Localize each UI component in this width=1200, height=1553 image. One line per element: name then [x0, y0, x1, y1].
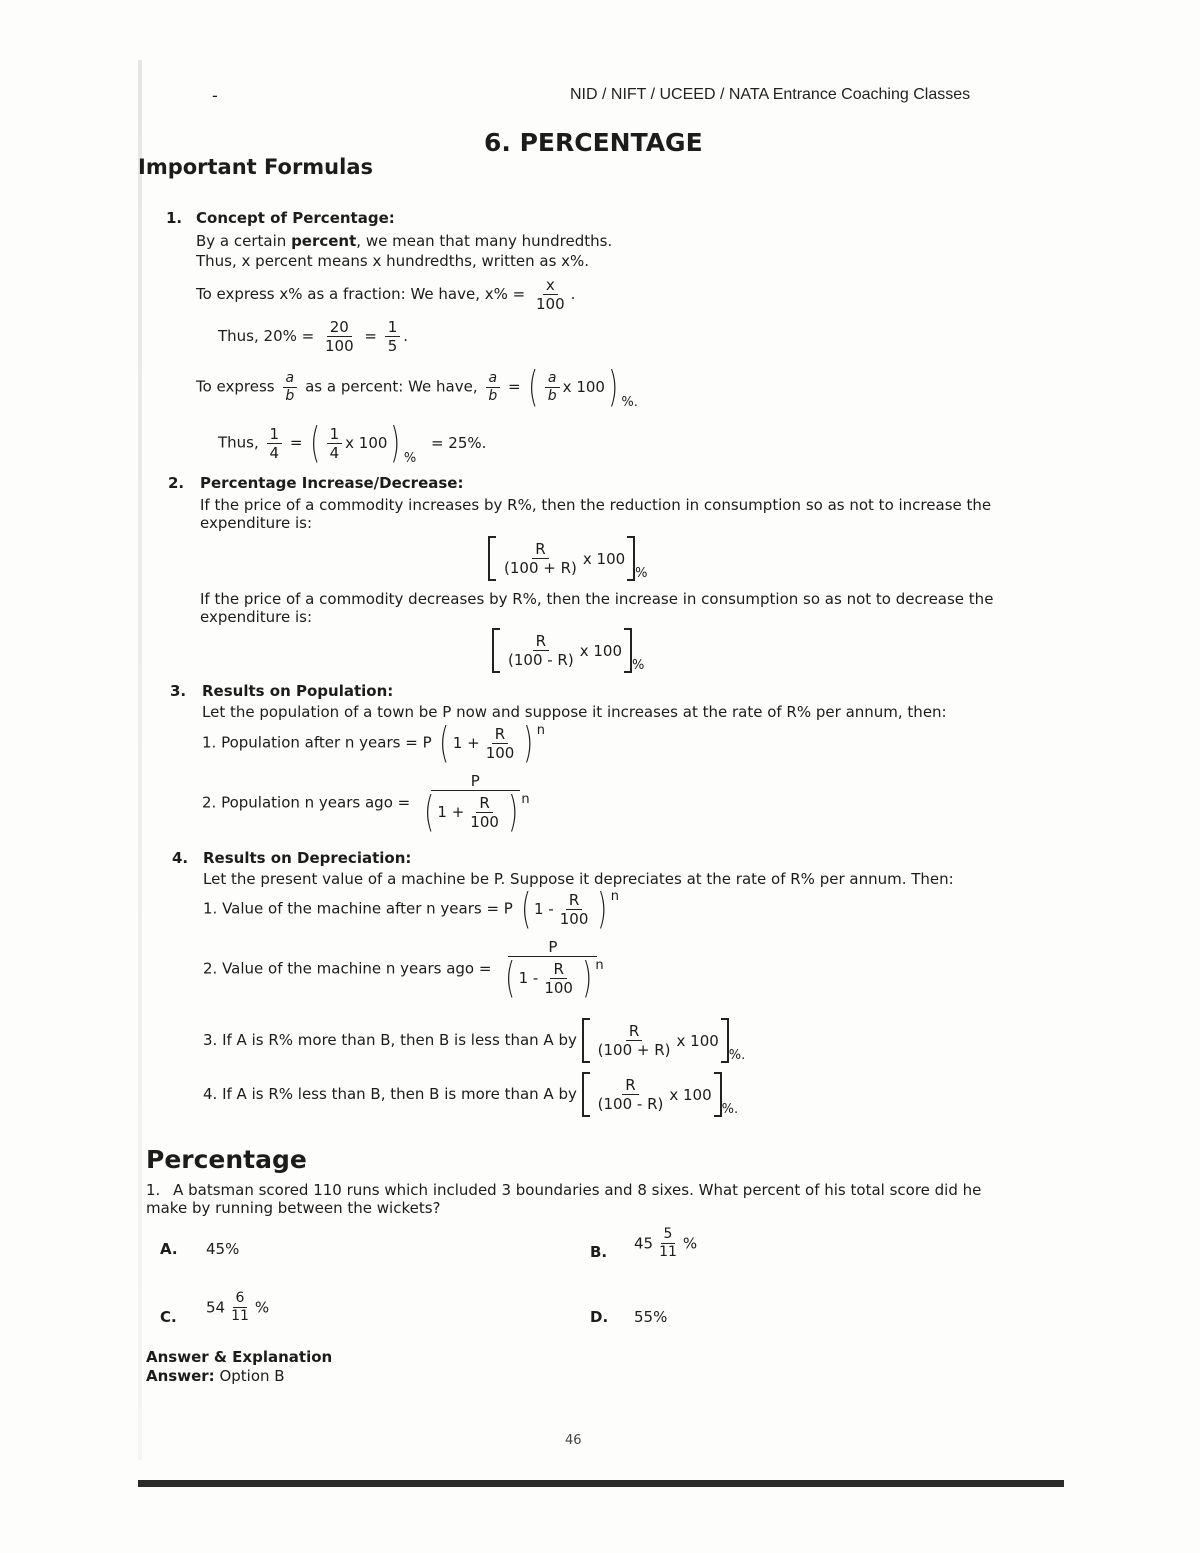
- bracket-group: [582, 1018, 729, 1063]
- exponent: n: [521, 791, 530, 807]
- fraction: [418, 772, 533, 836]
- text: 1 -: [518, 969, 539, 987]
- left-paren: (: [439, 718, 450, 767]
- parenthesis-group: [518, 884, 611, 933]
- numerator: 1: [385, 318, 401, 337]
- fraction: [541, 960, 576, 997]
- text: To express: [196, 377, 275, 396]
- depreciation-item4: [203, 1072, 738, 1117]
- fraction: [467, 794, 502, 831]
- item-number: 1.: [166, 209, 183, 227]
- numerator: P: [508, 938, 597, 957]
- increase-formula: [488, 536, 648, 581]
- text: x 100: [676, 1031, 719, 1050]
- fraction: [485, 370, 500, 405]
- percent-sign: %: [254, 1298, 270, 1317]
- question-line1: [146, 1181, 981, 1199]
- percent-sign: %: [635, 566, 648, 581]
- bracket-group: [582, 1072, 722, 1117]
- answer-value: Option B: [219, 1367, 285, 1385]
- fraction: [267, 425, 283, 462]
- right-paren: ): [508, 787, 519, 836]
- answer-label: Answer:: [146, 1367, 215, 1385]
- parenthesis-group: [502, 953, 595, 1002]
- concept-title: Concept of Percentage:: [196, 209, 395, 227]
- depreciation-item1: [203, 884, 620, 933]
- percent-sign: %: [403, 450, 417, 466]
- text: 1 -: [534, 900, 554, 918]
- page-header: NID / NIFT / UCEED / NATA Entrance Coaching Classes: [570, 86, 971, 103]
- concept-line2: Thus, x percent means x hundredths, written as x%.: [196, 252, 590, 270]
- numerator: x: [543, 276, 558, 295]
- numerator: P: [431, 772, 520, 791]
- fraction: [505, 632, 577, 669]
- denominator: 11: [659, 1243, 677, 1260]
- bottom-rule: [138, 1480, 1064, 1487]
- fraction: [322, 318, 357, 355]
- denominator: (100 + R): [597, 1041, 671, 1059]
- left-paren: (: [528, 362, 539, 411]
- denominator: 100: [325, 337, 354, 355]
- example1-row: Thus, 20% = $\frac{20}{100}$ = $\frac{1}{5}$ .: [218, 318, 409, 355]
- right-paren: ): [523, 718, 534, 767]
- population-intro: Let the population of a town be P now and suppose it increases at the rate of R% per annum, then:: [202, 703, 947, 721]
- fraction: [595, 1022, 674, 1059]
- numerator: R: [532, 540, 548, 559]
- text: Thus, 20% =: [218, 327, 315, 345]
- fraction: [656, 1226, 680, 1261]
- text: x 100: [345, 434, 388, 452]
- option-value-c[interactable]: [206, 1290, 269, 1325]
- depreciation-intro: Let the present value of a machine be P. Suppose it depreciates at the rate of R% per annum. Then:: [203, 870, 954, 888]
- whole-number: 54: [206, 1298, 226, 1317]
- denominator: [418, 787, 533, 836]
- numerator: 6: [233, 1290, 248, 1308]
- text: x 100: [582, 549, 626, 568]
- numerator: 1: [327, 425, 343, 444]
- question-section-heading: Percentage: [146, 1145, 307, 1174]
- option-value-b[interactable]: [634, 1226, 697, 1261]
- text: 4. If A is R% less than B, then B is more than A by: [203, 1085, 577, 1103]
- option-letter-d: D.: [590, 1308, 609, 1326]
- page-number: 46: [565, 1433, 582, 1448]
- header-dash: -: [212, 86, 218, 105]
- left-paren: (: [310, 418, 321, 467]
- increase-decrease-title: Percentage Increase/Decrease:: [200, 474, 464, 492]
- text: 1 +: [437, 803, 465, 821]
- right-paren: ): [597, 884, 608, 933]
- denominator: b: [488, 387, 498, 404]
- concept-line1: [196, 232, 612, 250]
- bracket-group: [488, 536, 635, 581]
- text: To express x% as a fraction: We have, x% =: [196, 285, 526, 303]
- fraction: [499, 938, 606, 1002]
- denominator: (100 + R): [504, 559, 577, 577]
- option-letter-a: A.: [160, 1240, 178, 1258]
- text: x 100: [562, 378, 605, 396]
- numerator: a: [545, 370, 560, 388]
- denominator: 11: [231, 1307, 249, 1324]
- question-line2: make by running between the wickets?: [146, 1199, 441, 1217]
- percent-sign: %: [682, 1234, 698, 1253]
- bracket-group: [492, 628, 632, 673]
- numerator: R: [626, 1022, 642, 1041]
- fraction: [545, 370, 560, 405]
- left-paren: (: [520, 884, 531, 933]
- parenthesis-group: [421, 787, 521, 836]
- denominator: b: [285, 387, 295, 404]
- population-title: Results on Population:: [202, 682, 394, 700]
- fraction: [282, 370, 297, 405]
- denominator: 100: [536, 295, 565, 313]
- exponent: n: [610, 888, 620, 904]
- denominator: 4: [329, 443, 340, 462]
- text: 1 +: [452, 734, 480, 752]
- denominator: (100 - R): [597, 1095, 664, 1113]
- parenthesis-group: [436, 718, 536, 767]
- item-number: 3.: [170, 682, 187, 700]
- text: , we mean that many hundredths.: [356, 232, 613, 250]
- numerator: R: [492, 725, 508, 744]
- denominator: 100: [485, 743, 515, 762]
- chapter-title: 6. PERCENTAGE: [484, 128, 703, 157]
- denominator: (100 - R): [508, 651, 574, 669]
- question-text: A batsman scored 110 runs which included 3 boundaries and 8 sixes. What percent of his total score did he: [173, 1181, 982, 1199]
- scan-edge: [138, 60, 142, 1460]
- option-value-d[interactable]: 55%: [634, 1308, 668, 1326]
- text: By a certain: [196, 232, 292, 250]
- left-paren: (: [505, 953, 516, 1002]
- decrease-formula: [492, 628, 644, 673]
- numerator: R: [533, 632, 549, 651]
- right-paren: ): [608, 362, 619, 411]
- item-number: 2.: [168, 474, 185, 492]
- fraction: [228, 1290, 252, 1325]
- text: 2. Population n years ago =: [202, 793, 411, 812]
- percent-sign: %: [632, 658, 645, 673]
- text: = 25%.: [430, 433, 487, 452]
- percent-sign: %.: [728, 1048, 746, 1063]
- numerator: 5: [661, 1226, 676, 1244]
- denominator: b: [547, 387, 557, 404]
- text: Thus,: [218, 433, 259, 452]
- decrease-text-b: expenditure is:: [200, 608, 313, 626]
- right-paren: ): [582, 953, 593, 1002]
- question-number: 1.: [146, 1181, 161, 1199]
- text: 2. Value of the machine n years ago =: [203, 959, 492, 978]
- population-item2: [202, 772, 536, 836]
- numerator: R: [622, 1076, 638, 1095]
- fraction: [595, 1076, 667, 1113]
- depreciation-title: Results on Depreciation:: [203, 849, 412, 867]
- exponent: n: [595, 957, 604, 973]
- percent-sign: %.: [721, 1102, 739, 1117]
- numerator: a: [486, 370, 501, 388]
- express-fraction-row: To express x% as a fraction: We have, x% = $\frac{x}{100}$ .: [196, 276, 576, 313]
- text-bold: percent: [291, 232, 357, 250]
- text: as a percent: We have,: [305, 377, 478, 396]
- text: x 100: [669, 1085, 712, 1104]
- decrease-text: If the price of a commodity decreases by R%, then the increase in consumption so as not to decrease the: [200, 590, 994, 608]
- fraction: [533, 276, 568, 313]
- population-item1: [202, 718, 545, 767]
- text: 1. Population after n years = P: [202, 733, 432, 752]
- numerator: 20: [327, 318, 352, 337]
- numerator: R: [550, 960, 566, 979]
- percent-sign: %.: [621, 394, 638, 410]
- item-number: 4.: [172, 849, 189, 867]
- option-letter-b: B.: [590, 1243, 608, 1261]
- denominator: [499, 953, 606, 1002]
- answer-heading: Answer & Explanation: [146, 1348, 333, 1366]
- depreciation-item2: [203, 938, 610, 1002]
- text: 3. If A is R% more than B, then B is less than A by: [203, 1031, 577, 1049]
- fraction: [501, 540, 580, 577]
- text: x 100: [579, 641, 622, 660]
- numerator: 1: [267, 425, 283, 444]
- fraction: [483, 725, 518, 762]
- increase-text: If the price of a commodity increases by R%, then the reduction in consumption so as not to increase the: [200, 496, 992, 514]
- option-letter-c: C.: [160, 1308, 177, 1326]
- parenthesis-group: [307, 418, 404, 467]
- denominator: 4: [269, 443, 280, 462]
- example2-row: Thus, $\frac{1}{4}$ = ( $\frac{1}{4}$ x 100 ) % = 25%.: [218, 418, 487, 467]
- numerator: R: [476, 794, 492, 813]
- numerator: a: [283, 370, 298, 388]
- text: 1. Value of the machine after n years = P: [203, 899, 513, 918]
- increase-text-b: expenditure is:: [200, 514, 313, 532]
- denominator: 5: [387, 337, 398, 355]
- numerator: R: [566, 891, 582, 910]
- answer-line: [146, 1367, 285, 1385]
- parenthesis-group: [525, 362, 621, 411]
- denominator: 100: [544, 978, 573, 997]
- exponent: n: [536, 722, 545, 738]
- fraction: [385, 318, 401, 355]
- left-paren: (: [424, 787, 435, 836]
- section-heading: Important Formulas: [138, 155, 373, 179]
- right-paren: ): [390, 418, 401, 467]
- denominator: 100: [470, 812, 499, 831]
- depreciation-item3: [203, 1018, 745, 1063]
- fraction: [557, 891, 592, 928]
- denominator: 100: [559, 909, 589, 928]
- fraction: [327, 425, 343, 462]
- express-percent-row: To express $\frac{a}{b}$ as a percent: We have, $\frac{a}{b}$ = ( $\frac{a}{b}$ x 100 ) %.: [196, 362, 638, 411]
- whole-number: 45: [634, 1234, 654, 1253]
- option-value-a[interactable]: 45%: [206, 1240, 240, 1258]
